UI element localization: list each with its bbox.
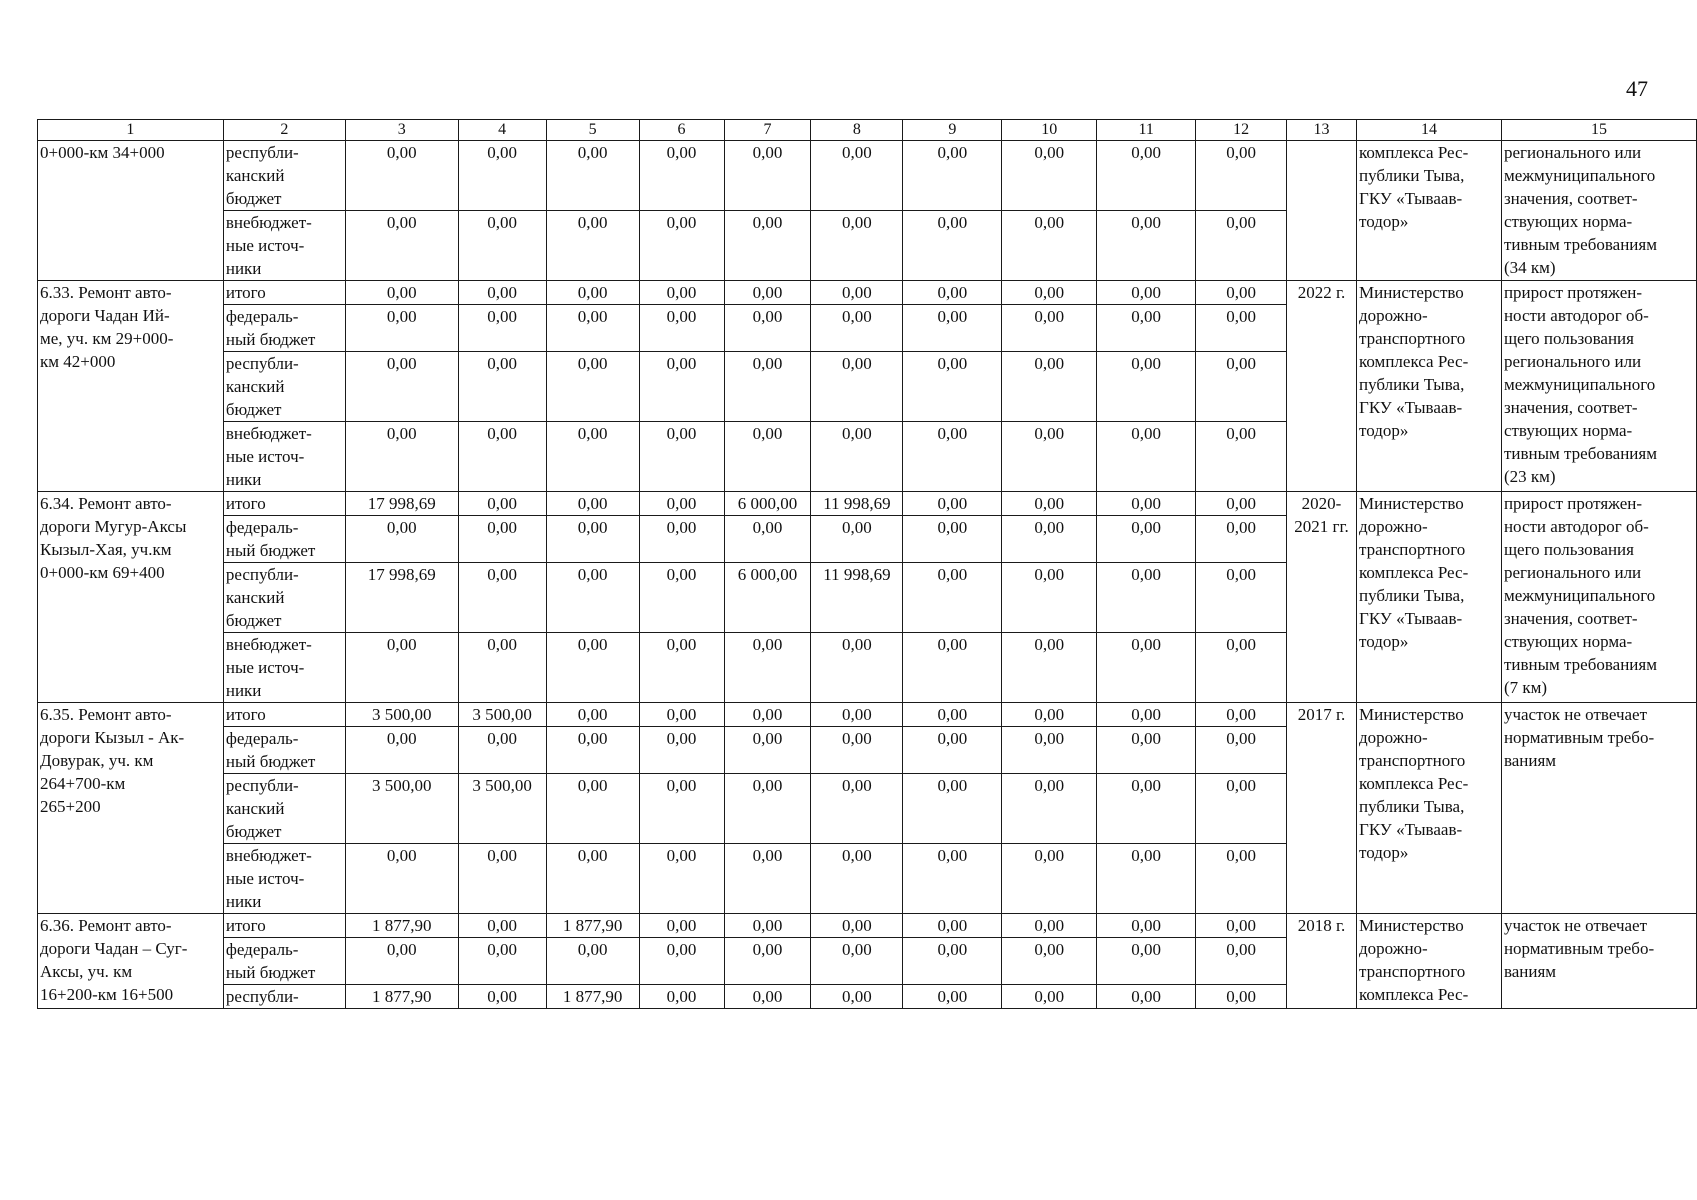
amount-cell: 0,00: [903, 844, 1002, 914]
amount-cell: 0,00: [1002, 727, 1097, 774]
column-number: 14: [1356, 120, 1501, 141]
result-cell: участок не отвечает нормативным требо- ваниям: [1501, 703, 1696, 914]
funding-source-cell: внебюджет- ные источ- ники: [223, 211, 345, 281]
amount-cell: 0,00: [811, 141, 903, 211]
funding-source-cell: республи- канский бюджет: [223, 141, 345, 211]
amount-cell: 0,00: [458, 985, 546, 1009]
amount-cell: 0,00: [458, 914, 546, 938]
amount-cell: 0,00: [546, 563, 639, 633]
amount-cell: 0,00: [1196, 211, 1287, 281]
amount-cell: 0,00: [1002, 141, 1097, 211]
amount-cell: 1 877,90: [546, 985, 639, 1009]
amount-cell: 0,00: [1002, 281, 1097, 305]
amount-cell: 0,00: [1196, 633, 1287, 703]
amount-cell: 0,00: [811, 211, 903, 281]
amount-cell: 0,00: [639, 914, 724, 938]
amount-cell: 0,00: [1097, 352, 1196, 422]
amount-cell: 0,00: [639, 774, 724, 844]
result-cell: регионального или межмуниципального значения, соответ- ствующих норма- тивным требованиям (34 км): [1501, 141, 1696, 281]
amount-cell: 0,00: [345, 633, 458, 703]
amount-cell: 0,00: [1196, 492, 1287, 516]
amount-cell: 0,00: [1097, 938, 1196, 985]
amount-cell: 0,00: [1002, 633, 1097, 703]
amount-cell: 0,00: [345, 727, 458, 774]
amount-cell: 0,00: [1196, 985, 1287, 1009]
amount-cell: 1 877,90: [546, 914, 639, 938]
amount-cell: 0,00: [811, 727, 903, 774]
amount-cell: 0,00: [903, 305, 1002, 352]
table-row: [38, 141, 1697, 211]
amount-cell: 0,00: [1196, 727, 1287, 774]
amount-cell: 0,00: [724, 141, 811, 211]
amount-cell: 0,00: [903, 352, 1002, 422]
amount-cell: 0,00: [1002, 703, 1097, 727]
amount-cell: 0,00: [639, 985, 724, 1009]
amount-cell: 0,00: [345, 352, 458, 422]
amount-cell: 0,00: [1097, 281, 1196, 305]
amount-cell: 0,00: [903, 211, 1002, 281]
amount-cell: 0,00: [903, 492, 1002, 516]
amount-cell: 3 500,00: [458, 774, 546, 844]
amount-cell: 0,00: [458, 422, 546, 492]
activity-name-cell: 6.34. Ремонт авто- дороги Мугур-Аксы Кызыл-Хая, уч.км 0+000-км 69+400: [38, 492, 224, 703]
year-cell: 2017 г.: [1287, 703, 1357, 914]
amount-cell: 0,00: [1196, 281, 1287, 305]
amount-cell: 0,00: [458, 563, 546, 633]
amount-cell: 0,00: [903, 141, 1002, 211]
amount-cell: 0,00: [1196, 844, 1287, 914]
result-cell: прирост протяжен- ности автодорог об- щего пользования регионального или межмуниципального значения, соответ- ствующих норма- тивным требованиям (23 км): [1501, 281, 1696, 492]
amount-cell: 0,00: [1002, 844, 1097, 914]
amount-cell: 0,00: [546, 211, 639, 281]
amount-cell: 0,00: [639, 844, 724, 914]
amount-cell: 0,00: [903, 703, 1002, 727]
amount-cell: 6 000,00: [724, 492, 811, 516]
amount-cell: 0,00: [1196, 422, 1287, 492]
amount-cell: 0,00: [724, 727, 811, 774]
amount-cell: 0,00: [546, 633, 639, 703]
funding-source-cell: итого: [223, 281, 345, 305]
year-cell: [1287, 141, 1357, 281]
amount-cell: 0,00: [546, 727, 639, 774]
amount-cell: 0,00: [345, 516, 458, 563]
amount-cell: 0,00: [811, 985, 903, 1009]
amount-cell: 0,00: [546, 141, 639, 211]
amount-cell: 0,00: [1002, 352, 1097, 422]
amount-cell: 0,00: [639, 281, 724, 305]
amount-cell: 0,00: [1097, 305, 1196, 352]
amount-cell: 0,00: [724, 516, 811, 563]
amount-cell: 0,00: [639, 563, 724, 633]
program-table: [37, 119, 1697, 1009]
amount-cell: 0,00: [458, 727, 546, 774]
amount-cell: 0,00: [546, 492, 639, 516]
amount-cell: 0,00: [1196, 914, 1287, 938]
amount-cell: 0,00: [903, 516, 1002, 563]
column-number: 12: [1196, 120, 1287, 141]
amount-cell: 0,00: [345, 305, 458, 352]
result-cell: прирост протяжен- ности автодорог об- щего пользования регионального или межмуниципального значения, соответ- ствующих норма- тивным требованиям (7 км): [1501, 492, 1696, 703]
column-number: 6: [639, 120, 724, 141]
amount-cell: 0,00: [811, 281, 903, 305]
column-number: 1: [38, 120, 224, 141]
amount-cell: 0,00: [1097, 844, 1196, 914]
amount-cell: 3 500,00: [458, 703, 546, 727]
amount-cell: 0,00: [1196, 774, 1287, 844]
column-number: 5: [546, 120, 639, 141]
amount-cell: 0,00: [724, 774, 811, 844]
funding-source-cell: федераль- ный бюджет: [223, 727, 345, 774]
amount-cell: 0,00: [639, 211, 724, 281]
amount-cell: 0,00: [1097, 141, 1196, 211]
year-cell: 2020- 2021 гг.: [1287, 492, 1357, 703]
amount-cell: 0,00: [639, 703, 724, 727]
amount-cell: 0,00: [811, 633, 903, 703]
executor-cell: комплекса Рес- публики Тыва, ГКУ «Тываав- тодор»: [1356, 141, 1501, 281]
result-cell: участок не отвечает нормативным требо- ваниям: [1501, 914, 1696, 1009]
amount-cell: 0,00: [345, 422, 458, 492]
amount-cell: 0,00: [546, 281, 639, 305]
amount-cell: 0,00: [458, 938, 546, 985]
amount-cell: 0,00: [903, 281, 1002, 305]
amount-cell: 0,00: [811, 422, 903, 492]
table-row: [38, 914, 1697, 938]
amount-cell: 0,00: [1196, 352, 1287, 422]
amount-cell: 0,00: [1002, 985, 1097, 1009]
amount-cell: 0,00: [724, 633, 811, 703]
amount-cell: 0,00: [903, 938, 1002, 985]
year-cell: 2022 г.: [1287, 281, 1357, 492]
amount-cell: 0,00: [1002, 305, 1097, 352]
amount-cell: 0,00: [639, 516, 724, 563]
column-number: 10: [1002, 120, 1097, 141]
amount-cell: 0,00: [458, 492, 546, 516]
column-number: 13: [1287, 120, 1357, 141]
amount-cell: 0,00: [546, 938, 639, 985]
executor-cell: Министерство дорожно- транспортного комплекса Рес- публики Тыва, ГКУ «Тываав- тодор»: [1356, 281, 1501, 492]
column-number: 2: [223, 120, 345, 141]
amount-cell: 0,00: [724, 211, 811, 281]
amount-cell: 0,00: [639, 492, 724, 516]
amount-cell: 0,00: [458, 281, 546, 305]
activity-name-cell: 6.33. Ремонт авто- дороги Чадан Ий- ме, уч. км 29+000- км 42+000: [38, 281, 224, 492]
amount-cell: 0,00: [1196, 516, 1287, 563]
amount-cell: 3 500,00: [345, 703, 458, 727]
amount-cell: 0,00: [1002, 492, 1097, 516]
amount-cell: 1 877,90: [345, 985, 458, 1009]
amount-cell: 0,00: [1002, 774, 1097, 844]
amount-cell: 0,00: [546, 422, 639, 492]
column-number: 11: [1097, 120, 1196, 141]
amount-cell: 6 000,00: [724, 563, 811, 633]
amount-cell: 0,00: [1097, 633, 1196, 703]
amount-cell: 0,00: [458, 141, 546, 211]
executor-cell: Министерство дорожно- транспортного комплекса Рес- публики Тыва, ГКУ «Тываав- тодор»: [1356, 703, 1501, 914]
amount-cell: 0,00: [903, 774, 1002, 844]
amount-cell: 0,00: [1097, 211, 1196, 281]
column-number: 3: [345, 120, 458, 141]
column-number: 9: [903, 120, 1002, 141]
funding-source-cell: федераль- ный бюджет: [223, 305, 345, 352]
amount-cell: 0,00: [1097, 703, 1196, 727]
funding-source-cell: внебюджет- ные источ- ники: [223, 844, 345, 914]
amount-cell: 0,00: [639, 352, 724, 422]
column-number: 8: [811, 120, 903, 141]
amount-cell: 0,00: [639, 938, 724, 985]
year-cell: 2018 г.: [1287, 914, 1357, 1009]
amount-cell: 0,00: [1196, 563, 1287, 633]
amount-cell: 0,00: [811, 516, 903, 563]
amount-cell: 0,00: [458, 844, 546, 914]
funding-source-cell: республи- канский бюджет: [223, 774, 345, 844]
amount-cell: 0,00: [724, 844, 811, 914]
column-number: 4: [458, 120, 546, 141]
funding-source-cell: итого: [223, 492, 345, 516]
amount-cell: 0,00: [458, 633, 546, 703]
amount-cell: 0,00: [1097, 774, 1196, 844]
amount-cell: 0,00: [345, 281, 458, 305]
amount-cell: 11 998,69: [811, 492, 903, 516]
amount-cell: 0,00: [1097, 985, 1196, 1009]
amount-cell: 0,00: [1097, 422, 1196, 492]
amount-cell: 0,00: [724, 352, 811, 422]
amount-cell: 0,00: [345, 938, 458, 985]
amount-cell: 0,00: [639, 422, 724, 492]
amount-cell: 0,00: [1002, 914, 1097, 938]
amount-cell: 0,00: [903, 985, 1002, 1009]
amount-cell: 0,00: [546, 352, 639, 422]
activity-name-cell: 0+000-км 34+000: [38, 141, 224, 281]
column-number: 15: [1501, 120, 1696, 141]
amount-cell: 0,00: [546, 516, 639, 563]
amount-cell: 0,00: [345, 211, 458, 281]
activity-name-cell: 6.35. Ремонт авто- дороги Кызыл - Ак- Довурак, уч. км 264+700-км 265+200: [38, 703, 224, 914]
amount-cell: 0,00: [811, 774, 903, 844]
amount-cell: 0,00: [639, 727, 724, 774]
funding-source-cell: республи- канский бюджет: [223, 352, 345, 422]
amount-cell: 0,00: [1097, 727, 1196, 774]
amount-cell: 0,00: [903, 563, 1002, 633]
table-row: [38, 703, 1697, 727]
amount-cell: 0,00: [903, 422, 1002, 492]
amount-cell: 0,00: [1002, 938, 1097, 985]
table-row: [38, 281, 1697, 305]
amount-cell: 0,00: [1002, 211, 1097, 281]
amount-cell: 0,00: [458, 305, 546, 352]
amount-cell: 0,00: [1097, 516, 1196, 563]
amount-cell: 0,00: [903, 633, 1002, 703]
amount-cell: 0,00: [639, 305, 724, 352]
funding-source-cell: итого: [223, 914, 345, 938]
amount-cell: 0,00: [811, 305, 903, 352]
amount-cell: 0,00: [546, 703, 639, 727]
funding-source-cell: федераль- ный бюджет: [223, 938, 345, 985]
amount-cell: 0,00: [724, 914, 811, 938]
amount-cell: 0,00: [724, 703, 811, 727]
amount-cell: 0,00: [458, 211, 546, 281]
amount-cell: 11 998,69: [811, 563, 903, 633]
funding-source-cell: внебюджет- ные источ- ники: [223, 422, 345, 492]
activity-name-cell: 6.36. Ремонт авто- дороги Чадан – Суг- Аксы, уч. км 16+200-км 16+500: [38, 914, 224, 1009]
amount-cell: 0,00: [639, 633, 724, 703]
table-row: [38, 492, 1697, 516]
amount-cell: 0,00: [724, 305, 811, 352]
amount-cell: 0,00: [724, 422, 811, 492]
amount-cell: 17 998,69: [345, 492, 458, 516]
amount-cell: 0,00: [811, 914, 903, 938]
amount-cell: 17 998,69: [345, 563, 458, 633]
amount-cell: 0,00: [546, 305, 639, 352]
amount-cell: 0,00: [345, 844, 458, 914]
amount-cell: 0,00: [811, 703, 903, 727]
amount-cell: 0,00: [639, 141, 724, 211]
amount-cell: 0,00: [903, 727, 1002, 774]
amount-cell: 0,00: [1002, 563, 1097, 633]
funding-source-cell: федераль- ный бюджет: [223, 516, 345, 563]
amount-cell: 0,00: [1097, 563, 1196, 633]
funding-source-cell: внебюджет- ные источ- ники: [223, 633, 345, 703]
amount-cell: 0,00: [1002, 516, 1097, 563]
column-number: 7: [724, 120, 811, 141]
amount-cell: 0,00: [724, 938, 811, 985]
amount-cell: 0,00: [724, 281, 811, 305]
executor-cell: Министерство дорожно- транспортного комплекса Рес-: [1356, 914, 1501, 1009]
amount-cell: 0,00: [811, 352, 903, 422]
funding-source-cell: республи-: [223, 985, 345, 1009]
amount-cell: 0,00: [1097, 914, 1196, 938]
amount-cell: 0,00: [811, 844, 903, 914]
funding-source-cell: итого: [223, 703, 345, 727]
amount-cell: 1 877,90: [345, 914, 458, 938]
amount-cell: 0,00: [345, 141, 458, 211]
column-number-row: [38, 120, 1697, 141]
amount-cell: 0,00: [458, 516, 546, 563]
amount-cell: 0,00: [903, 914, 1002, 938]
amount-cell: 0,00: [1002, 422, 1097, 492]
amount-cell: 0,00: [1196, 703, 1287, 727]
amount-cell: 0,00: [1097, 492, 1196, 516]
amount-cell: 3 500,00: [345, 774, 458, 844]
amount-cell: 0,00: [811, 938, 903, 985]
amount-cell: 0,00: [546, 774, 639, 844]
amount-cell: 0,00: [1196, 141, 1287, 211]
amount-cell: 0,00: [546, 844, 639, 914]
amount-cell: 0,00: [1196, 938, 1287, 985]
table-body: [38, 120, 1697, 1009]
page-number: 47: [1626, 76, 1648, 101]
amount-cell: 0,00: [458, 352, 546, 422]
amount-cell: 0,00: [724, 985, 811, 1009]
funding-source-cell: республи- канский бюджет: [223, 563, 345, 633]
executor-cell: Министерство дорожно- транспортного комплекса Рес- публики Тыва, ГКУ «Тываав- тодор»: [1356, 492, 1501, 703]
amount-cell: 0,00: [1196, 305, 1287, 352]
